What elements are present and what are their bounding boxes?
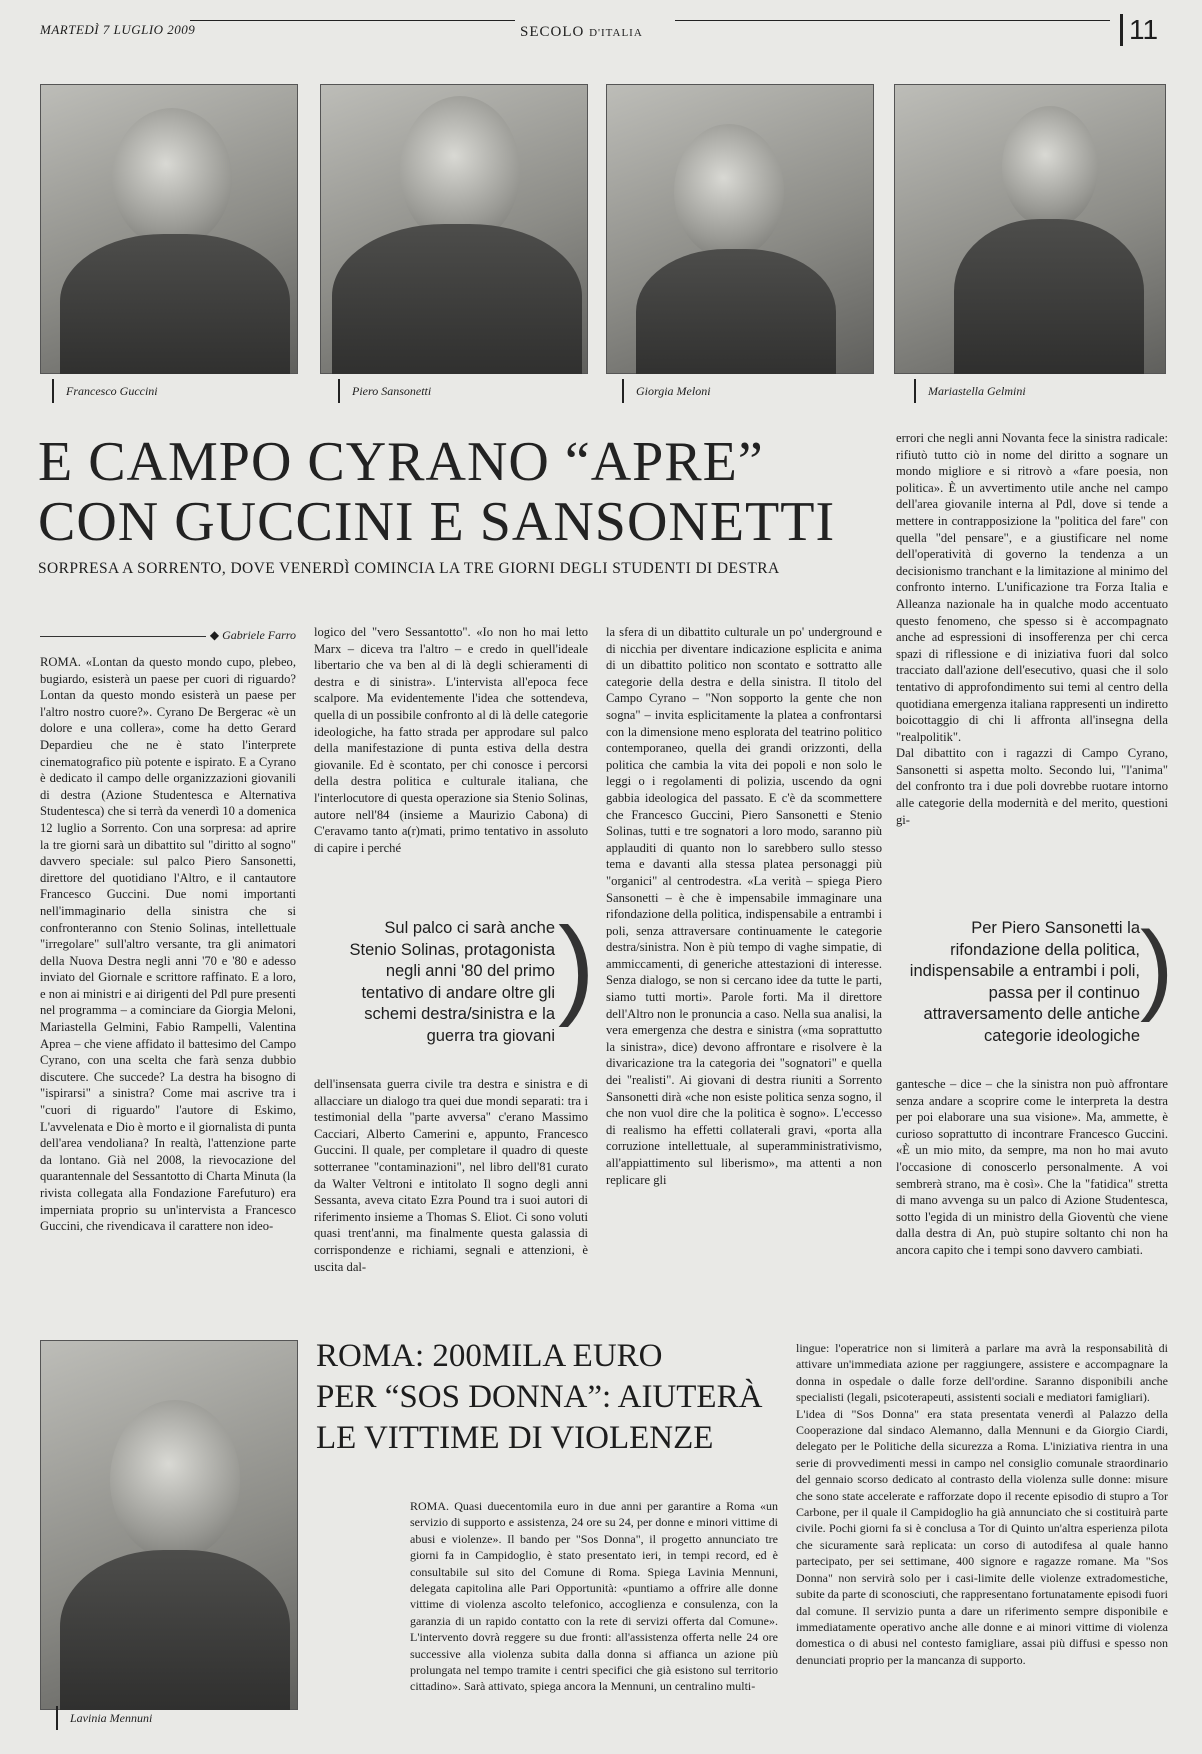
headline-line: E CAMPO CYRANO “APRE”	[38, 431, 764, 493]
photo-caption: Lavinia Mennuni	[56, 1706, 152, 1730]
masthead-rule-right	[675, 20, 1110, 21]
article-column-2-bottom: dell'insensata guerra civile tra destra e sinistra e di allacciare un dialogo tra quei due mondi separati: tra i testimonial della "parte avversa" c'erano Massimo Cacciari, Alberto Camerini e, appunto, Francesco Guccini. Il quale, per completare il quadro di queste sotterranee "contaminazioni", nel libro dell'81 curato da Walter Veltroni e intitolato Il sogno degli anni Sessanta, aveva citato Ezra Pound tra i suoi autori di riferimento insieme a Thomas S. Eliot. Ci sono voluti quasi trent'anni, ma finalmente questa galassia di corrispondenze e richiami, segnali e attenzioni, è uscita dal-	[314, 1077, 588, 1274]
headline-line: PER “SOS DONNA”: AIUTERÀ	[316, 1379, 763, 1415]
photo-piero-sansonetti	[320, 84, 588, 374]
article-column-1: ROMA. «Lontan da questo mondo cupo, plebeo, bugiardo, esisterà un paese per cuori di riguardo? Lontan da questo mondo esisterà un paese per l'altro nostro cuore?». Cyrano De Bergerac «è un dolore e una collera», come ha detto Gerard Depardieu che ne è stato l'interprete cinematografico più potente e ispirato. E a Cyrano è dedicato il campo delle organizzazioni giovanili di destra (Azione Studentesca e Alternativa Studentesca) che si terrà da venerdì 10 a domenica 12 luglio a Sorrento. Con una sorpresa: ad aprire la tre giorni sarà un dibattito sul "diritto al sogno" davvero speciale: sul palco Piero Sansonetti, direttore del quotidiano l'Altro, e il cantautore Francesco Guccini. Due nomi importanti nell'immaginario della sinistra che si confronteranno con Stenio Solinas, intellettuale "irregolare" sull'altro versante, tra gli animatori della Nuova Destra negli anni '70 e '80 e adesso inviato del Giornale e scrittore raffinato. E a loro, e non ai ministri e ai dirigenti del Pdl pure presenti nel programma – a cominciare da Giorgia Meloni, Mariastella Gelmini, Fabio Rampelli, Valentina Aprea – che viene affidato il battesimo del Campo Cyrano, con una scelta che farà senza dubbio discutere. Che succede? La destra ha bisogno di "ispirarsi" a sinistra? Come mai ascrive tra i "cuori di riguardo" l'autore di Eskimo, L'avvelenata e Dio è morto e il giornalista di punta dell'area vendoliana? In realtà, l'attenzione parte da lontano. Già nel 2008, la rievocazione del quarantennale del Sessantotto di Charta Minuta (la rivista collegata alla Fondazione Farefuturo) era imperniata proprio su un'intervista a Francesco Guccini, che rivendicava il carattere non ideo-	[40, 655, 296, 1234]
masthead-newspaper	[520, 24, 643, 41]
newspaper-suffix: D'ITALIA	[589, 27, 643, 39]
article-column-2-top: logico del "vero Sessantotto". «Io non ho mai letto Marx – diceva tra l'altro – e credo in quell'ideale libertario che va ben al di là degli schieramenti di destra e di sinistra». L'intervista all'epoca fece scalpore. Ma evidentemente l'idea che sottendeva, quella di un possibile confronto al di là delle categorie ideologiche, ha fatto strada per approdare sul palco della manifestazione di punta estiva della destra giovanile. Ed è scontato, per chi conosce i percorsi della destra politica e culturale italiana, che l'interlocutore di questa operazione sia Stenio Solinas, autore nell'84 (insieme a Maurizio Cabona) di C'eravamo tanto a(r)mati, primo tentativo in assoluto di capire i perché	[314, 625, 588, 855]
pull-quote-1: Sul palco ci sarà anche Stenio Solinas, protagonista negli anni '80 del primo tentativo di andare oltre gli schemi destra/sinistra e la guerra tra giovani	[349, 919, 555, 1045]
photo-lavinia-mennuni	[40, 1340, 298, 1710]
page-number: 11	[1120, 14, 1158, 46]
article2-headline	[316, 1336, 796, 1459]
masthead-date: MARTEDÌ 7 LUGLIO 2009	[40, 22, 196, 37]
pull-quote-bracket: )	[558, 905, 595, 1028]
photo-francesco-guccini	[40, 84, 298, 374]
photo-giorgia-meloni	[606, 84, 874, 374]
pull-quote-2: Per Piero Sansonetti la rifondazione della politica, indispensabile a entrambi i poli, passa per il continuo attraversamento delle antiche categorie ideologiche	[909, 919, 1140, 1045]
article-column-3: la sfera di un dibattito culturale un po' underground e di nicchia per diventare indicazione esplicita e anima di un dibattito politico non scontato e sottratto alle categorie della destra e della sinistra. Il titolo del Campo Cyrano – "Non sopporto la gente che non sogna" – invita esplicitamente la platea a confrontarsi con la dimensione meno esplorata del teatrino politico contemporaneo, quella dei grandi orizzonti, della politica che cambia la vita dei popoli e non solo le leggi o i regolamenti di polizia, uscendo da ogni gabbia ideologica del passato. E c'è da scommettere che Francesco Guccini, Piero Sansonetti e Stenio Solinas, tutti e tre sognatori a loro modo, saranno più applauditi di quanto non lo sarebbero sullo stesso tema e davanti alla stessa platea personaggi più "organici" al centrodestra. «La verità – spiega Piero Sansonetti – è che è impensabile immaginare una rifondazione della politica, indispensabile a entrambi i poli, senza attraversare continuamente le categorie destra/sinistra. Non è più tempo di vaghe simpatie, di ammiccamenti, di generiche attestazioni di interesse. Senza dialogo, se non si cercano idee da tutte le parti, siamo tutti morti». Parole forti. Ma il direttore dell'Altro non le pronuncia a caso. Nella sua analisi, la vera emergenza che destra e sinistra («ma soprattutto la sinistra», dice) devono affrontare e risolvere è la divaricazione tra la categoria dei "sognatori" e quella dei "realisti". Ai giovani di destra riuniti a Sorrento Sansonetti dirà «che non esiste politica senza sogno, il che non vuol dire che la politica è sogno». L'eccesso di realismo ha effetti collaterali gravi, «porta alla corruzione intellettuale, al superamministrativismo, all'appiattimento sul liberismo», ma attenti a non replicare gli	[606, 625, 882, 1187]
photo-caption: Giorgia Meloni	[622, 379, 711, 403]
newspaper-name: SECOLO	[520, 24, 585, 40]
headline-line: CON GUCCINI E SANSONETTI	[38, 491, 836, 553]
photo-mariastella-gelmini	[894, 84, 1166, 374]
byline-author: Gabriele Farro	[222, 628, 296, 642]
article-column-4-bottom: gantesche – dice – che la sinistra non può affrontare senza andare a scoprire come le interpreta la destra per poi elaborare una sua visione». Ma, ammette, è curioso soprattutto di incontrare Francesco Guccini. «È un mio mito, da sempre, ma non ho mai avuto l'occasione di conoscerlo personalmente. A voi sembrerà strano, ma è così». Che la "fatidica" stretta di mano avvenga su un palco di Azione Studentesca, sotto l'egida di un ministro della Gioventù che viene dalla destra di An, può stupire soltanto chi non ha ancora capito che i tempi sono davvero cambiati.	[896, 1077, 1168, 1257]
headline-line: LE VITTIME DI VIOLENZE	[316, 1420, 714, 1456]
photo-caption: Mariastella Gelmini	[914, 379, 1026, 403]
article2-column-1: ROMA. Quasi duecentomila euro in due anni per garantire a Roma «un servizio di supporto e assistenza, 24 ore su 24, per donne e minori vittime di abusi e violenze». Il bando per "Sos Donna", il progetto annunciato tre giorni fa in Campidoglio, è stato presentato ieri, in tempi record, ed è consultabile sul sito del Comune di Roma. Spiega Lavinia Mennuni, delegata capitolina alle Pari Opportunità: «puntiamo a offrire alle donne vittime di violenza ascolto telefonico, accoglienza e consulenza, con la garanzia di un rapido contatto con la rete di servizi offerta dal Comune». L'intervento dovrà reggere su due fronti: all'assistenza offerta nelle 24 ore successive alla violenza subita dalla donna si affianca un azione più prolungata nel tempo tramite i centri specifici che già esistono sul territorio cittadino». Sarà attivato, spiega ancora la Mennuni, un centralino multi-	[410, 1499, 778, 1694]
masthead-rule-left	[190, 20, 515, 21]
photo-caption: Piero Sansonetti	[338, 379, 431, 403]
headline-line: ROMA: 200MILA EURO	[316, 1338, 663, 1374]
article-byline: ◆ Gabriele Farro	[40, 628, 296, 643]
article-headline	[38, 432, 888, 552]
article2-column-2: lingue: l'operatrice non si limiterà a parlare ma avrà la responsabilità di attivare un'immediata azione per raggiungere, assistere e accompagnare la donna in ospedale o dalle forze dell'ordine. Saranno disponibili anche specialisti (legali, psicoterapeuti, assistenti sociali e mediatori famigliari). L'idea di "Sos Donna" era stata presentata venerdì al Palazzo della Cooperazione dal sindaco Alemanno, dalla Mennuni e da Giorgio Ciardi, delegato per le Politiche della sicurezza a Roma. L'iniziativa rientra in una serie di provvedimenti messi in campo nel consiglio comunale straordinario del gennaio scorso dedicato al contrasto della violenza sulle donne: misure che sono state accelerate e rafforzate dopo il recente episodio di stupro a Tor Carbone, per il quale il Campidoglio ha già annunciato che si costituirà parte civile. Pochi giorni fa si è conclusa a Tor di Quinto un'altra esperienza pilota che sicuramente sarà replicata: un corso di autodifesa al quale hanno partecipato, per sei settimane, 400 signore e ragazze romane. Ma "Sos Donna" non servirà solo per i casi-limite delle violenze extradomestiche, subite da parte di sconosciuti, che rappresentano fortunatamente episodi fuori dal comune. Il servizio punta a dare un riferimento sempre disponibile e immediatamente operativo anche alle donne e ai minori vittime di violenza domestica o di abusi nel contesto famigliare, assai più diffusi e spesso non denunciati proprio per la mancanza di supporto.	[796, 1341, 1168, 1667]
photo-caption: Francesco Guccini	[52, 379, 158, 403]
article-column-4-top: errori che negli anni Novanta fece la sinistra radicale: rifiutò tutto ciò in nome del diritto a sognare un mondo migliore e si ritrovò a «fare poesia, non politica». È un avvertimento utile anche nel campo dell'area giovanile interna al Pdl, dove si tende a mettere in contrapposizione la "politica del fare" con quella "del pensare", e a giustificare nel nome dell'operatività di governo la tendenza a un decisionismo tranchant e la limitazione al minimo del confronto interno. L'unificazione tra Forza Italia e Alleanza nazionale ha in qualche modo accentuato questo fenomeno, che spesso si è accompagnato anche ad espressioni di insofferenza per chi cerca spazi di riflessione e di iniziativa fuori dal solco tracciato dall'azione dell'esecutivo, quasi che il solo tentativo di approfondimento sui temi al centro della quotidiana emergenza italiana rappresenti un indiretto boicottaggio di chi li affronta all'insegna della "realpolitik". Dal dibattito con i ragazzi di Campo Cyrano, Sansonetti si aspetta molto. Secondo lui, "l'anima" del confronto tra i due poli dovrebbe ruotare intorno alle categorie della modernità e del merito, questioni gi-	[896, 431, 1168, 827]
article-subhead: SORPRESA A SORRENTO, DOVE VENERDÌ COMINCIA LA TRE GIORNI DEGLI STUDENTI DI DESTRA	[38, 560, 780, 577]
pull-quote-bracket: )	[1140, 911, 1174, 1023]
